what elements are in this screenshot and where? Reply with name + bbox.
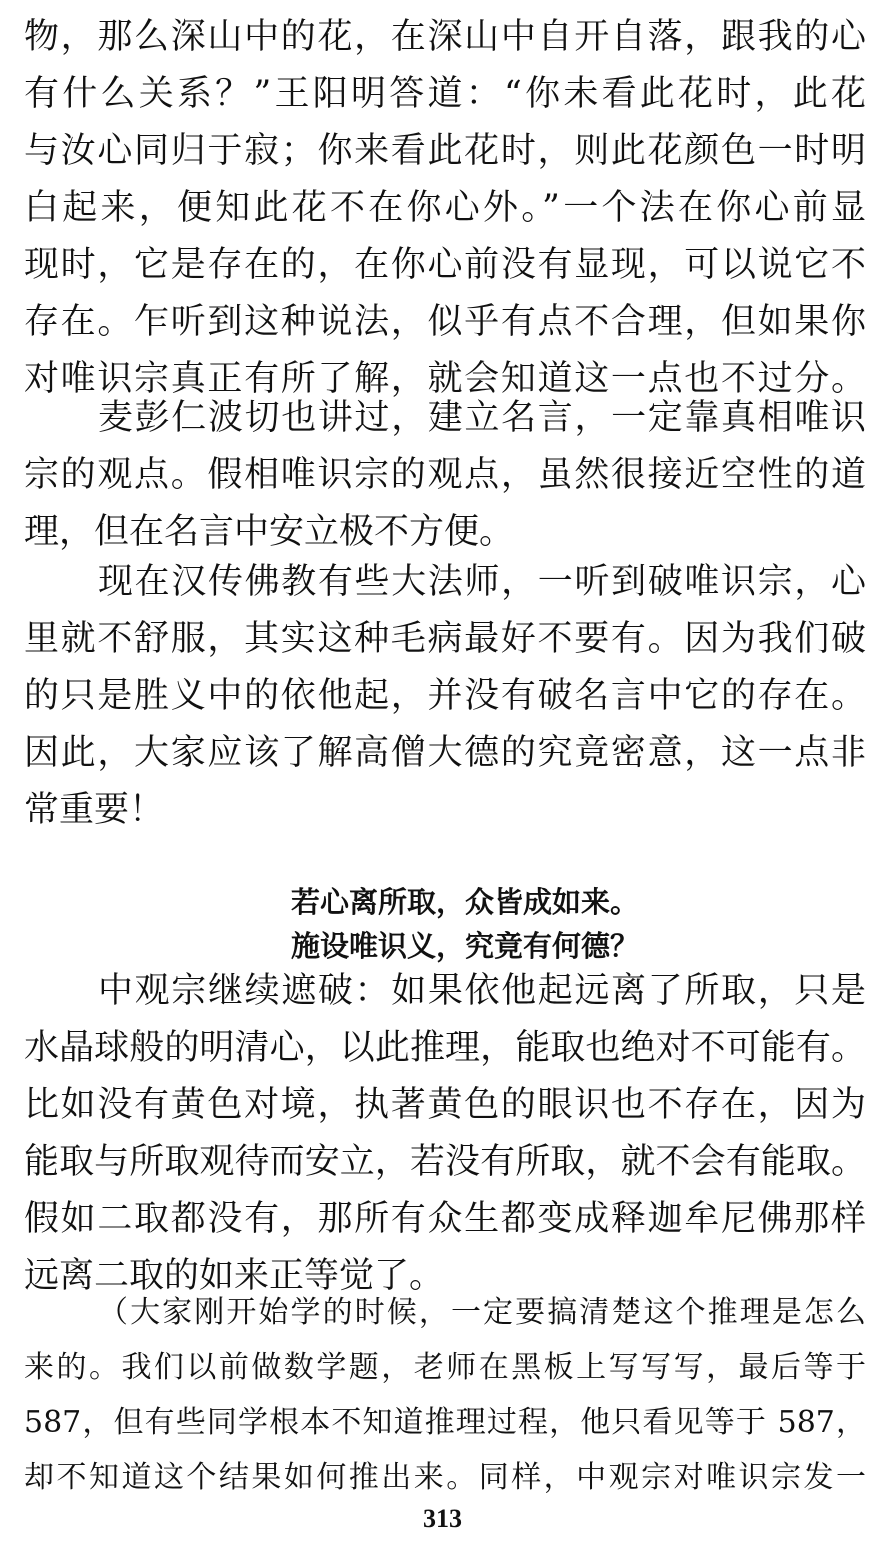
text-line: 因此，大家应该了解高僧大德的究竟密意，这一点非 [24,733,866,773]
text-line: 对唯识宗真正有所了解，就会知道这一点也不过分。 [24,359,866,399]
verse-line: 施设唯识义，究竟有何德？ [290,929,639,963]
text-line: 与汝心同归于寂；你来看此花时，则此花颜色一时明 [24,131,866,171]
text-line: 水晶球般的明清心，以此推理，能取也绝对不可能有。 [24,1028,866,1068]
text-line: 比如没有黄色对境，执著黄色的眼识也不存在，因为 [24,1085,866,1125]
paragraph-continued [24,9,866,408]
text-line: 假如二取都没有，那所有众生都变成释迦牟尼佛那样 [24,1199,866,1239]
text-line: 却不知道这个结果如何推出来。同样，中观宗对唯识宗发一 [24,1460,866,1495]
text-line: 物，那么深山中的花，在深山中自开自落，跟我的心 [24,17,866,57]
verse-line: 若心离所取，众皆成如来。 [290,885,639,919]
text-line: 有什么关系？”王阳明答道：“你未看此花时，此花 [24,74,866,114]
text-line: 白起来，便知此花不在你心外。”一个法在你心前显 [24,188,866,228]
paragraph-dharma-masters [24,554,866,839]
text-line: 远离二取的如来正等觉了。 [24,1256,445,1296]
text-line: 来的。我们以前做数学题，老师在黑板上写写写，最后等于 [24,1350,866,1385]
text-line: 的只是胜义中的依他起，并没有破名言中它的存在。 [24,676,866,716]
text-line: 宗的观点。假相唯识宗的观点，虽然很接近空性的道 [24,455,866,495]
text-line: 587，但有些同学根本不知道推理过程，他只看见等于 587， [24,1405,866,1440]
paragraph-mipham [24,390,866,561]
text-line: 现时，它是存在的，在你心前没有显现，可以说它不 [24,245,866,285]
text-line: 存在。乍听到这种说法，似乎有点不合理，但如果你 [24,302,866,342]
paragraph-commentary [24,1285,866,1505]
page-number: 313 [423,1504,462,1533]
root-verse [24,880,866,968]
text-line: 里就不舒服，其实这种毛病最好不要有。因为我们破 [24,619,866,659]
text-line: 中观宗继续遮破：如果依他起远离了所取，只是 [98,971,866,1011]
text-line: （大家刚开始学的时候，一定要搞清楚这个推理是怎么 [98,1295,866,1330]
text-line: 常重要！ [24,790,165,830]
text-line: 麦彭仁波切也讲过，建立名言，一定靠真相唯识 [98,398,866,438]
paragraph-explanation [24,963,866,1305]
text-line: 理，但在名言中安立极不方便。 [24,512,515,552]
text-line: 能取与所取观待而安立，若没有所取，就不会有能取。 [24,1142,866,1182]
text-line: 现在汉传佛教有些大法师，一听到破唯识宗，心 [98,562,866,602]
